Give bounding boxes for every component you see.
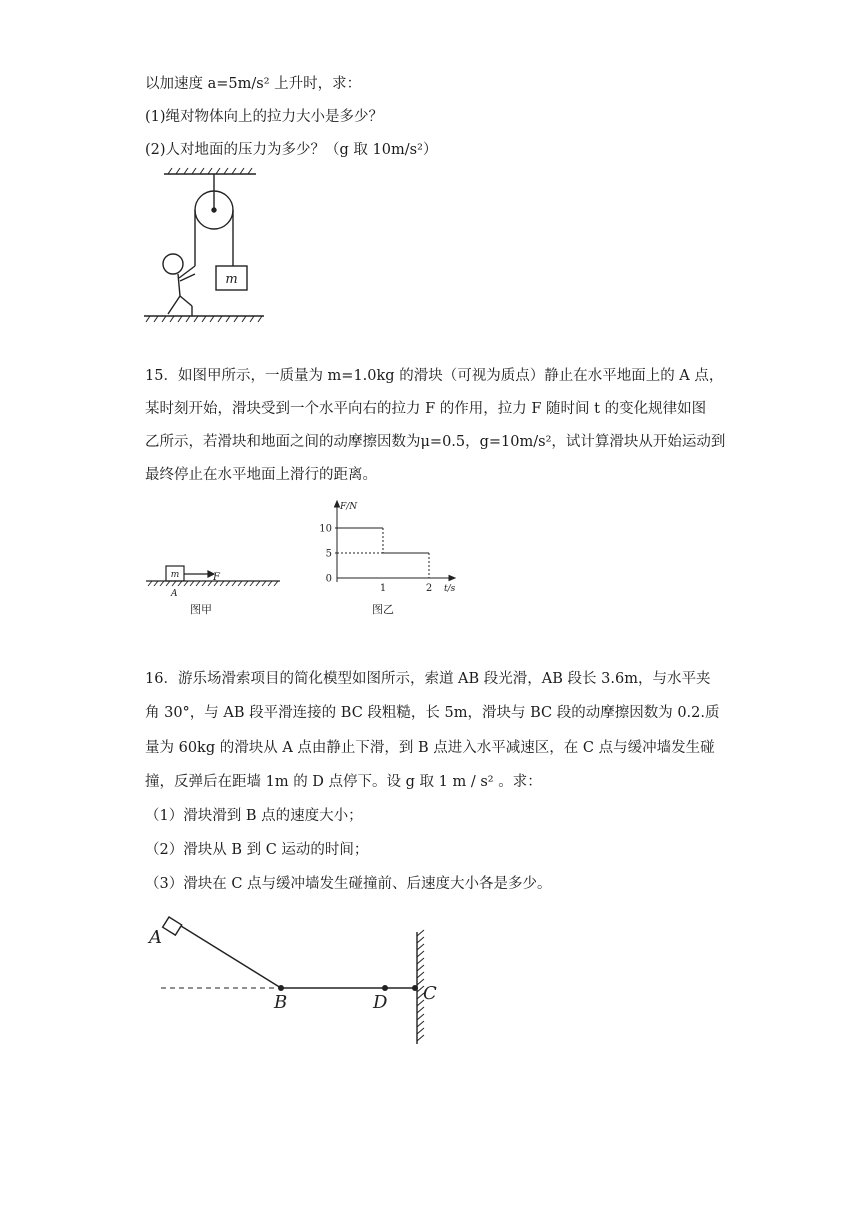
- q16-sub3: （3）滑块在 C 点与缓冲墙发生碰撞前、后速度大小各是多少。: [145, 876, 552, 892]
- zipline-label-c: C: [423, 983, 437, 1004]
- zipline-label-d: D: [373, 992, 388, 1013]
- q16-sub2: （2）滑块从 B 到 C 运动的时间；: [145, 842, 369, 858]
- chart-x-tick-label: 2: [425, 583, 433, 594]
- chart-y-tick-label: 0: [325, 573, 332, 585]
- chart-y-tick-label: 10: [319, 523, 332, 535]
- chart-x-tick-label: 1: [379, 583, 387, 594]
- zipline-label-a: A: [149, 927, 162, 948]
- fig-a-caption: 图甲: [190, 603, 212, 616]
- chart-y-tick-label: 5: [325, 548, 332, 560]
- fig-b-caption: 图乙: [372, 603, 394, 616]
- q14-sub2: (2)人对地面的压力为多少？（g 取 10m/s²）: [145, 142, 438, 158]
- q14-intro: 以加速度 a=5m/s² 上升时，求：: [145, 76, 362, 92]
- q16-sub1: （1）滑块滑到 B 点的速度大小；: [145, 808, 363, 824]
- chart-y-axis-label: F/N: [340, 502, 358, 512]
- pulley-figure: [140, 166, 270, 326]
- fig-a-mass-label: m: [170, 570, 180, 580]
- zipline-label-b: B: [274, 992, 288, 1013]
- q16-line2: 角 30°，与 AB 段平滑连接的 BC 段粗糙，长 5m，滑块与 BC 段的动摩擦因数为 0.2.质: [145, 705, 720, 721]
- fig-a-force-label: F: [213, 572, 220, 583]
- q15-line3: 乙所示，若滑块和地面之间的动摩擦因数为μ=0.5，g=10m/s²，试计算滑块从开始运动到: [145, 434, 726, 450]
- zipline-figure: [145, 910, 455, 1050]
- q16-line3: 量为 60kg 的滑块从 A 点由静止下滑，到 B 点进入水平减速区，在 C 点与缓冲墙发生碰: [145, 740, 715, 756]
- q15-line4: 最终停止在水平地面上滑行的距离。: [145, 467, 377, 483]
- figure-a: [146, 562, 286, 602]
- pulley-mass-label: m: [225, 272, 238, 287]
- fig-a-point-label: A: [171, 589, 178, 599]
- chart-x-axis-label: t/s: [444, 584, 456, 594]
- q16-line4: 撞，反弹后在距墙 1m 的 D 点停下。设 g 取 1 m / s² 。求：: [145, 774, 542, 790]
- q15-line2: 某时刻开始，滑块受到一个水平向右的拉力 F 的作用，拉力 F 随时间 t 的变化规律如图: [145, 401, 707, 417]
- q15-line1: 15．如图甲所示，一质量为 m=1.0kg 的滑块（可视为质点）静止在水平地面上的 A 点，: [145, 368, 724, 384]
- q16-line1: 16．游乐场滑索项目的简化模型如图所示，索道 AB 段光滑，AB 段长 3.6m，与水平夹: [145, 671, 711, 687]
- q14-sub1: (1)绳对物体向上的拉力大小是多少？: [145, 109, 384, 125]
- force-time-chart: [312, 498, 462, 598]
